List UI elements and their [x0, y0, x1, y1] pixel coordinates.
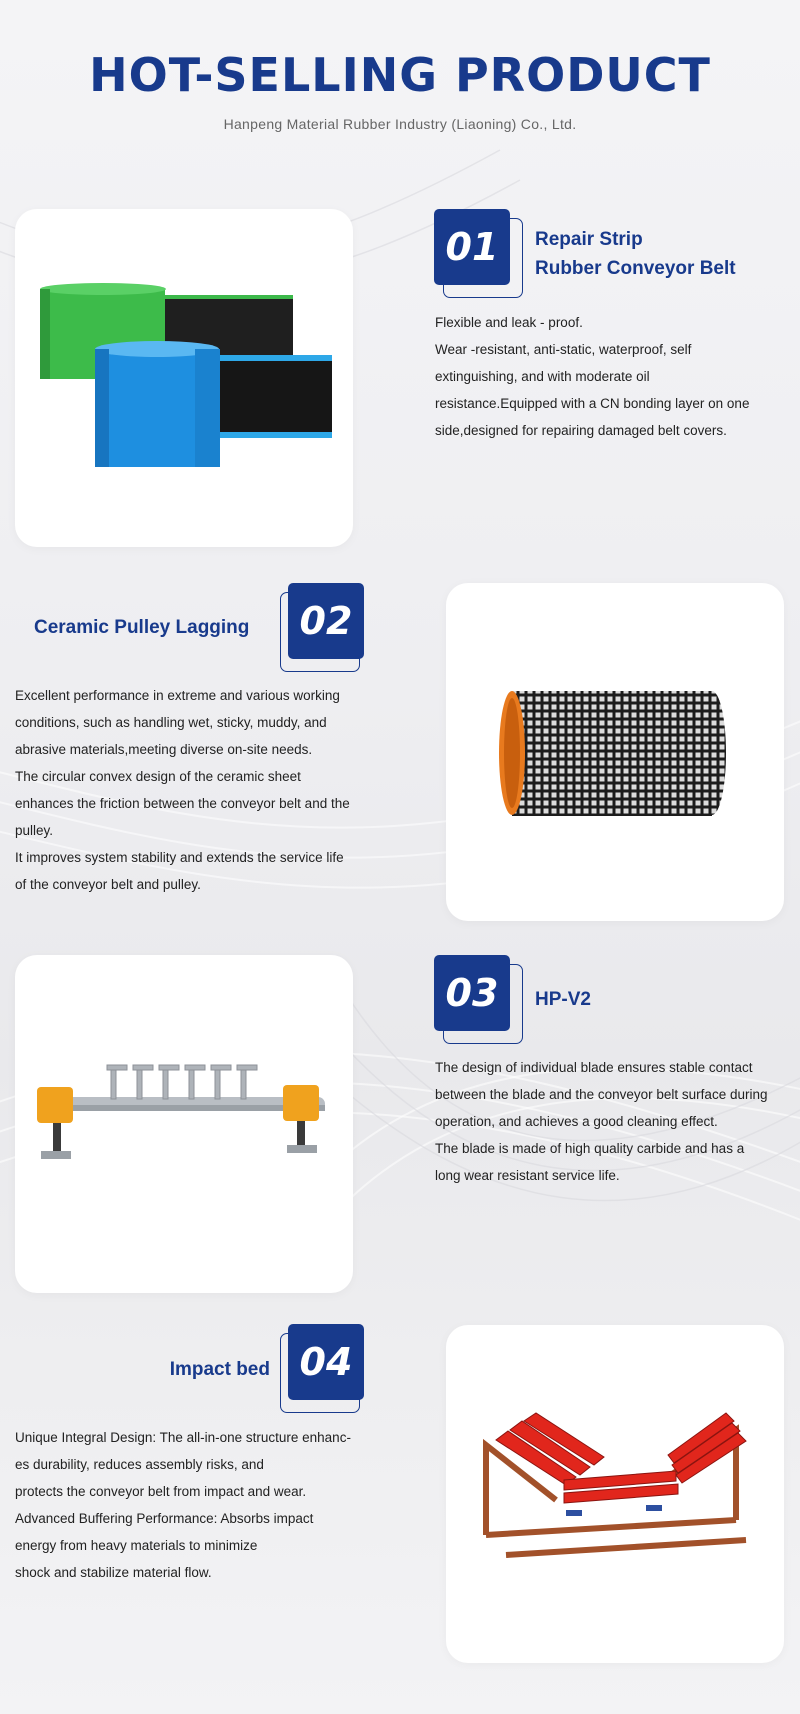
desc-line: resistance.Equipped with a CN bonding layer on one [435, 396, 750, 411]
desc-line: shock and stabilize material flow. [15, 1565, 212, 1580]
desc-line: The design of individual blade ensures stable contact [435, 1060, 753, 1075]
badge-number: 01 [434, 209, 510, 285]
page-title: HOT-SELLING PRODUCT [89, 48, 711, 102]
page-header [0, 48, 800, 132]
desc-line: extinguishing, and with moderate oil [435, 369, 650, 384]
desc-line: Advanced Buffering Performance: Absorbs impact [15, 1511, 314, 1526]
product-01-title [535, 225, 736, 283]
product-02-title: Ceramic Pulley Lagging [34, 617, 250, 638]
desc-line: It improves system stability and extends the service life [15, 850, 344, 865]
ceramic-pulley-lagging-image [446, 583, 784, 921]
desc-line: protects the conveyor belt from impact and wear. [15, 1484, 307, 1499]
repair-strip-image [15, 209, 353, 547]
product-02-description [15, 682, 375, 898]
desc-line: enhances the friction between the conveyor belt and the [15, 796, 350, 811]
desc-line: conditions, such as handling wet, sticky, muddy, and [15, 715, 327, 730]
desc-line: Flexible and leak - proof. [435, 315, 583, 330]
desc-line: Wear -resistant, anti-static, waterproof, self [435, 342, 692, 357]
product-04-description [15, 1424, 377, 1586]
desc-line: Unique Integral Design: The all-in-one structure enhanc- [15, 1430, 351, 1445]
badge-number: 02 [288, 583, 364, 659]
product-03-image-card [15, 955, 353, 1293]
desc-line: The blade is made of high quality carbide and has a [435, 1141, 745, 1156]
desc-line: energy from heavy materials to minimize [15, 1538, 258, 1553]
product-01-description [435, 309, 795, 444]
belt-cleaner-hp-v2-image [15, 955, 353, 1293]
product-03-title: HP-V2 [535, 989, 591, 1010]
desc-line: es durability, reduces assembly risks, and [15, 1457, 264, 1472]
product-01-number-badge [434, 209, 520, 295]
product-02-image-card [446, 583, 784, 921]
product-03-number-badge [434, 955, 520, 1041]
badge-number: 04 [288, 1324, 364, 1400]
product-02-number-badge [280, 583, 366, 669]
product-03-description [435, 1054, 797, 1189]
product-04-image-card [446, 1325, 784, 1663]
desc-line: long wear resistant service life. [435, 1168, 620, 1183]
desc-line: of the conveyor belt and pulley. [15, 877, 201, 892]
desc-line: Excellent performance in extreme and various working [15, 688, 340, 703]
desc-line: The circular convex design of the ceramic sheet [15, 769, 301, 784]
product-04-number-badge [280, 1324, 366, 1410]
impact-bed-image [446, 1325, 784, 1663]
desc-line: side,designed for repairing damaged belt covers. [435, 423, 727, 438]
desc-line: between the blade and the conveyor belt surface during [435, 1087, 768, 1102]
product-01-title-line2: Rubber Conveyor Belt [535, 258, 736, 279]
product-04-title: Impact bed [169, 1359, 270, 1380]
badge-number: 03 [434, 955, 510, 1031]
product-01-title-line1: Repair Strip [535, 229, 643, 250]
product-01-image-card [15, 209, 353, 547]
desc-line: pulley. [15, 823, 54, 838]
desc-line: abrasive materials,meeting diverse on-site needs. [15, 742, 313, 757]
desc-line: operation, and achieves a good cleaning effect. [435, 1114, 718, 1129]
company-subtitle: Hanpeng Material Rubber Industry (Liaoning) Co., Ltd. [223, 116, 577, 132]
